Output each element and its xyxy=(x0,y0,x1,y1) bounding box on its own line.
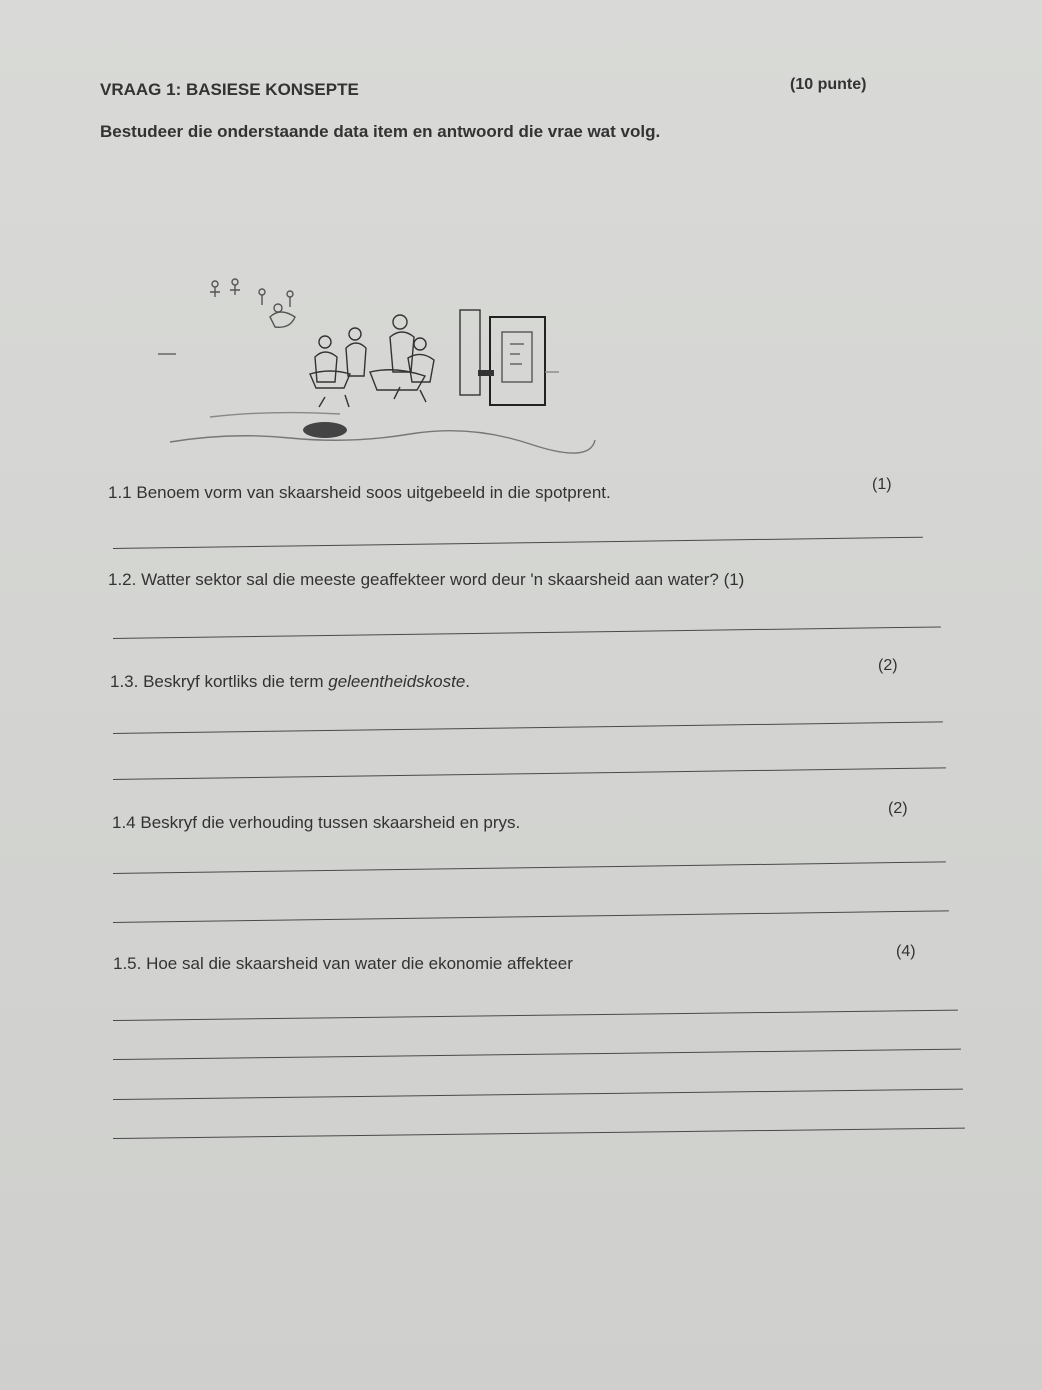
answer-line-1-5c[interactable] xyxy=(113,1089,963,1100)
question-1-1-marks: (1) xyxy=(872,476,892,493)
question-1-1: 1.1 Benoem vorm van skaarsheid soos uitgebeeld in die spotprent. xyxy=(108,483,611,502)
question-1-5-marks: (4) xyxy=(896,943,916,960)
answer-line-1-1[interactable] xyxy=(113,537,923,549)
question-1-4-marks: (2) xyxy=(888,800,908,817)
term-geleentheidskoste: geleentheidskoste xyxy=(328,672,466,691)
total-marks: (10 punte) xyxy=(790,76,867,93)
answer-line-1-4a[interactable] xyxy=(113,861,946,874)
question-1-3-marks: (2) xyxy=(878,657,898,674)
instruction-text: Bestudeer die onderstaande data item en antwoord die vrae wat volg. xyxy=(100,122,661,141)
answer-line-1-5a[interactable] xyxy=(113,1010,958,1021)
answer-line-1-3a[interactable] xyxy=(113,721,943,734)
question-title: VRAAG 1: BASIESE KONSEPTE xyxy=(100,80,359,99)
question-1-2: 1.2. Watter sektor sal die meeste geaffekteer word deur 'n skaarsheid aan water? (1) xyxy=(108,570,745,589)
question-1-4: 1.4 Beskryf die verhouding tussen skaarsheid en prys. xyxy=(112,813,521,832)
question-1-5: 1.5. Hoe sal die skaarsheid van water die ekonomie affekteer xyxy=(113,954,573,973)
answer-line-1-2[interactable] xyxy=(113,626,941,639)
question-1-3: 1.3. Beskryf kortliks die term geleentheidskoste. xyxy=(110,672,471,691)
answer-line-1-5b[interactable] xyxy=(113,1049,961,1060)
cartoon-illustration xyxy=(150,262,600,467)
answer-line-1-3b[interactable] xyxy=(113,767,946,780)
answer-line-1-5d[interactable] xyxy=(113,1128,965,1139)
answer-line-1-4b[interactable] xyxy=(113,910,949,923)
